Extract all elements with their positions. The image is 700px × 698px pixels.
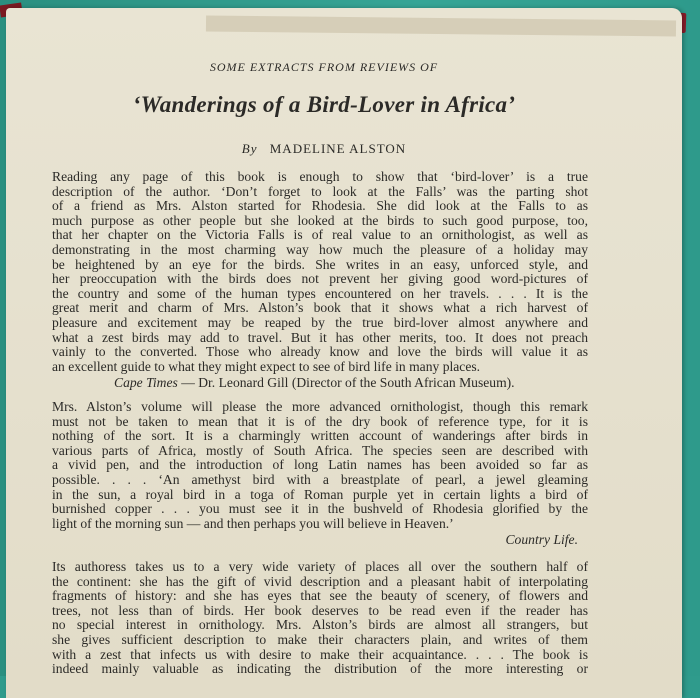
text-line: of a friend as Mrs. Alston started for Rhodesia. She did look at the Falls to as (52, 198, 588, 214)
text-line: Its authoress takes us to a very wide variety of places all over the southern half of (52, 559, 588, 574)
text-line: no special interest in ornithology. Mrs. Alston’s birds are almost all strangers, but (52, 617, 588, 633)
review-country-life (52, 400, 588, 548)
review-text (52, 400, 588, 531)
text-line: in the sun, a royal bird in a toga of Roman purple yet in certain lights a bird of (52, 486, 588, 502)
review-text (52, 560, 588, 677)
text-line: burnished copper . . . you must see it in the bushveld of Rhodesia glorified by the (52, 501, 588, 517)
text-line: Reading any page of this book is enough to show that ‘bird-lover’ is a true (52, 169, 588, 184)
text-line: be heightened by an eye for the birds. She writes in an easy, unforced style, and (52, 256, 588, 272)
text-line: various parts of Africa, mostly of South Africa. The species seen are described with (52, 442, 588, 458)
review-attribution: Country Life. (505, 532, 578, 548)
book-title: ‘Wanderings of a Bird-Lover in Africa’ (132, 92, 516, 117)
review-cape-times (52, 170, 588, 391)
review-third (52, 560, 588, 677)
author-name: MADELINE ALSTON (269, 141, 407, 156)
text-line: fragments of history: and she has eyes that see the beauty of scenery, of flowers and (52, 588, 588, 604)
text-line: description of the author. ‘Don’t forget to look at the Falls’ was the parting shot (52, 183, 588, 199)
review-text (52, 170, 588, 374)
text-line: the country and some of the human types encountered on her travels. . . . It is the (52, 285, 588, 301)
byline (6, 141, 642, 157)
text-line: light of the morning sun — and then perhaps you will believe in Heaven.’ (52, 515, 454, 531)
byline-by: By (241, 141, 258, 156)
text-line: demonstrating in the most charming way how much the pleasure of a holiday may (52, 241, 588, 257)
text-line: that her chapter on the Victoria Falls is of real value to an ornithologist, as well as (52, 227, 588, 243)
text-line: great merit and charm of Mrs. Alston’s book that it shows what a rich harvest of (52, 300, 588, 316)
text-line: pleasure and excitement may be reaped by the true bird-lover almost anywhere and (52, 314, 588, 330)
source-name: Cape Times (114, 375, 178, 391)
text-line: trees, not less than of birds. Her book deserves to be read even if the reader has (52, 602, 588, 618)
text-line: an excellent guide to what they might expect to see of bird life in many places. (52, 358, 481, 374)
text-line: a vivid pen, and the introduction of long Latin names has been avoided so far as (52, 457, 588, 473)
text-line: much purpose as other people but she looked at the birds to such good purpose, too, (52, 212, 588, 228)
text-line: what a zest birds may add to travel. But it has other merits, too. It does not preach (52, 329, 588, 345)
text-line: with a zest that infects us with desire to make their acquaintance. . . . The book is (52, 646, 588, 662)
text-line: nothing of the sort. It is a charmingly written account of wanderings after birds in (52, 428, 588, 444)
text-line: the continent: she has the gift of vivid description and a pleasant habit of interpolating (52, 573, 588, 589)
text-line: Mrs. Alston’s volume will please the more advanced ornithologist, though this remark (52, 399, 588, 414)
review-attribution (52, 374, 588, 391)
text-line: possible. . . . ‘An amethyst bird with a breastplate of pearl, a jewel gleaming (52, 471, 588, 487)
text-line: she gives sufficient description to make their characters plain, and writes of them (52, 631, 588, 647)
text-line: must not be taken to mean that it is of the dry book of reference type, for it is (52, 413, 588, 429)
text-line: her preoccupation with the birds does not prevent her giving good word-pictures of (52, 271, 588, 287)
reviewer-name: — Dr. Leonard Gill (Director of the South African Museum). (177, 375, 515, 391)
tape-strip (206, 16, 676, 37)
text-line: indeed mainly valuable as indicating the distribution of the more interesting or (52, 661, 588, 677)
book-jacket-page (6, 8, 682, 698)
text-line: vainly to the converted. Those who already know and love the birds will value it as (52, 344, 588, 360)
kicker-heading: SOME EXTRACTS FROM REVIEWS OF (209, 60, 439, 74)
